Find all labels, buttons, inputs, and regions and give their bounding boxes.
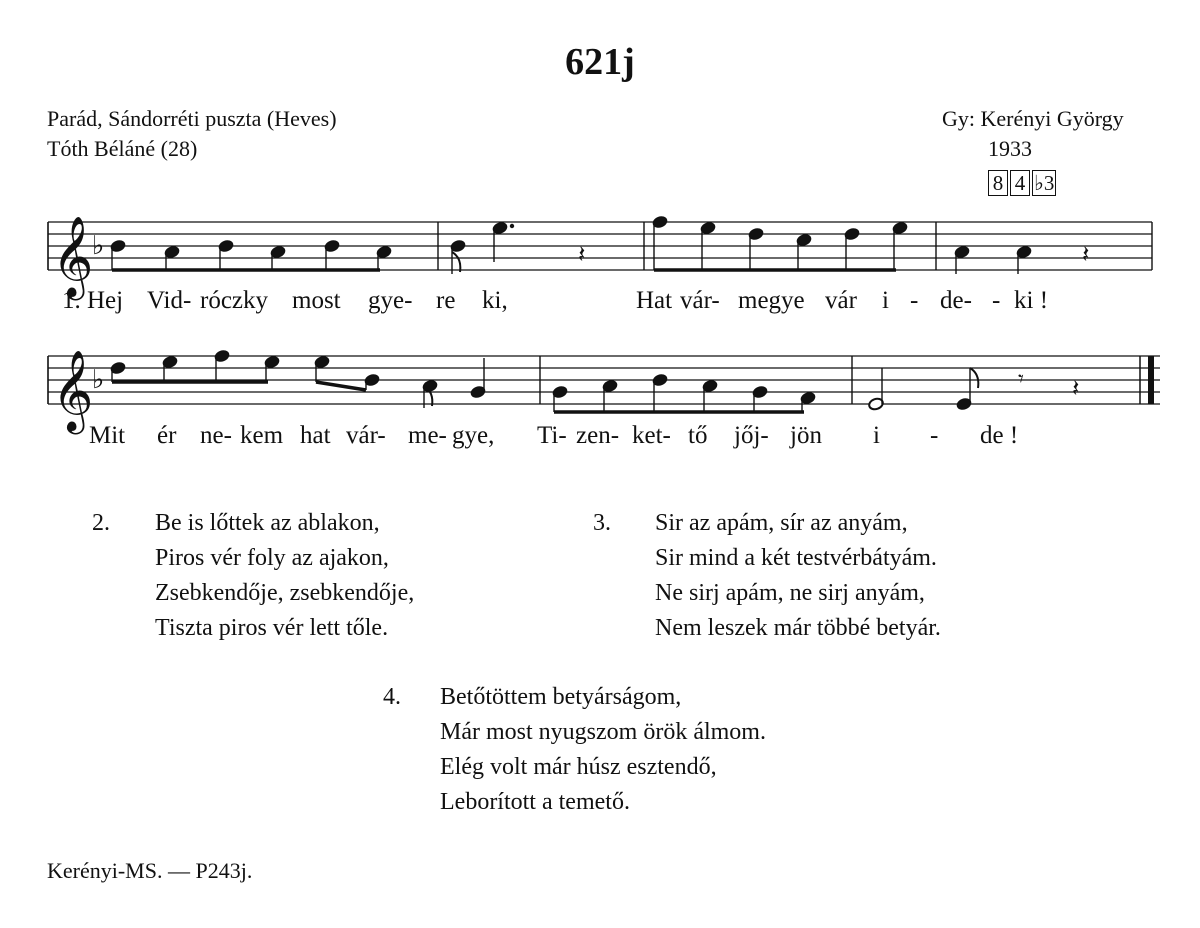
stanza-number: 4.	[383, 684, 401, 710]
lyric-syllable: ne-	[200, 422, 232, 449]
stanza-number: 3.	[593, 510, 611, 536]
lyric-syllable: me-	[408, 422, 447, 449]
lyric-syllable: vár	[825, 287, 857, 314]
stanza-line: Zsebkendője, zsebkendője,	[155, 580, 415, 606]
eighth-rest-icon: 𝄾	[1018, 367, 1024, 392]
lyric-syllable: i	[873, 422, 880, 449]
lyric-syllable: ér	[157, 422, 177, 449]
classification-box: 4	[1010, 170, 1030, 196]
lyric-syllable: i	[882, 287, 889, 314]
lyric-syllable: Hat	[636, 287, 673, 314]
quarter-rest-icon: 𝄽	[1082, 240, 1090, 268]
stanza-line: Piros vér foly az ajakon,	[155, 545, 389, 571]
lyric-syllable: hat	[300, 422, 331, 449]
flat-key-signature-icon: ♭	[92, 365, 105, 395]
note-beam	[654, 268, 896, 272]
lyric-syllable: megye	[738, 287, 805, 314]
lyric-syllable: Mit	[89, 422, 126, 449]
stanza-line: Sir az apám, sír az anyám,	[655, 510, 908, 536]
lyric-syllable: de !	[980, 422, 1019, 449]
stanza-3	[593, 506, 1033, 656]
note-beam	[112, 380, 268, 384]
note-beam	[554, 410, 804, 414]
stanza-line: Be is lőttek az ablakon,	[155, 510, 380, 536]
lyric-syllable: -	[992, 287, 1001, 314]
note-flag	[970, 368, 978, 388]
augmentation-dot	[510, 224, 514, 228]
source-reference: Kerényi-MS. — P243j.	[47, 858, 253, 883]
lyric-syllable: ki !	[1014, 287, 1049, 314]
note-flag	[452, 252, 460, 272]
final-barline	[1148, 356, 1154, 404]
treble-clef-icon: 𝄞	[52, 215, 94, 297]
lyric-syllable: vár-	[346, 422, 386, 449]
lyric-syllable: vár-	[680, 287, 720, 314]
stanza-4	[383, 680, 863, 830]
flat-key-signature-icon: ♭	[92, 231, 105, 261]
lyric-syllable: jőj-	[734, 422, 769, 449]
lyric-syllable: gye,	[452, 422, 495, 449]
treble-clef-icon: 𝄞	[52, 349, 94, 431]
lyric-syllable: jön	[790, 422, 822, 449]
stanza-line: Betőtöttem betyárságom,	[440, 684, 682, 710]
lyric-syllable: 1. Hej	[62, 287, 124, 314]
lyric-syllable: tő	[688, 422, 708, 449]
lyric-syllable: gye-	[368, 287, 413, 314]
location: Parád, Sándorréti puszta (Heves)	[47, 106, 337, 131]
singer: Tóth Béláné (28)	[47, 136, 198, 161]
note-beam	[316, 382, 366, 390]
stanza-line: Ne sirj apám, ne sirj anyám,	[655, 580, 925, 606]
lyric-syllable: de-	[940, 287, 972, 314]
lyric-syllable: ket-	[632, 422, 671, 449]
page-title: 621j	[565, 41, 635, 83]
stanza-number: 2.	[92, 510, 110, 536]
collector: Gy: Kerényi György	[942, 106, 1124, 131]
year: 1933	[988, 136, 1032, 161]
quarter-rest-icon: 𝄽	[1072, 374, 1080, 402]
stanza-line: Sir mind a két testvérbátyám.	[655, 545, 937, 571]
stanza-line: Nem leszek már többé betyár.	[655, 615, 941, 641]
lyric-syllable: -	[930, 422, 939, 449]
lyric-syllable: zen-	[576, 422, 620, 449]
classification-box: 8	[988, 170, 1008, 196]
stanza-2	[92, 506, 512, 656]
lyric-syllable: most	[292, 287, 341, 314]
lyric-syllable: re	[436, 287, 456, 314]
lyric-syllable: Ti-	[537, 422, 567, 449]
note-beam	[112, 268, 380, 272]
stanza-line: Elég volt már húsz esztendő,	[440, 754, 717, 780]
stanza-line: Leborított a temető.	[440, 789, 630, 815]
stanza-line: Már most nyugszom örök álmom.	[440, 719, 766, 745]
lyric-syllable: Vid-	[147, 287, 192, 314]
lyric-syllable: -	[910, 287, 919, 314]
lyric-syllable: kem	[240, 422, 284, 449]
classification-box: ♭3	[1034, 171, 1055, 195]
lyric-syllable: ki,	[482, 287, 508, 314]
stanza-line: Tiszta piros vér lett tőle.	[155, 615, 389, 641]
lyric-syllable: róczky	[200, 287, 269, 314]
quarter-rest-icon: 𝄽	[578, 240, 586, 268]
